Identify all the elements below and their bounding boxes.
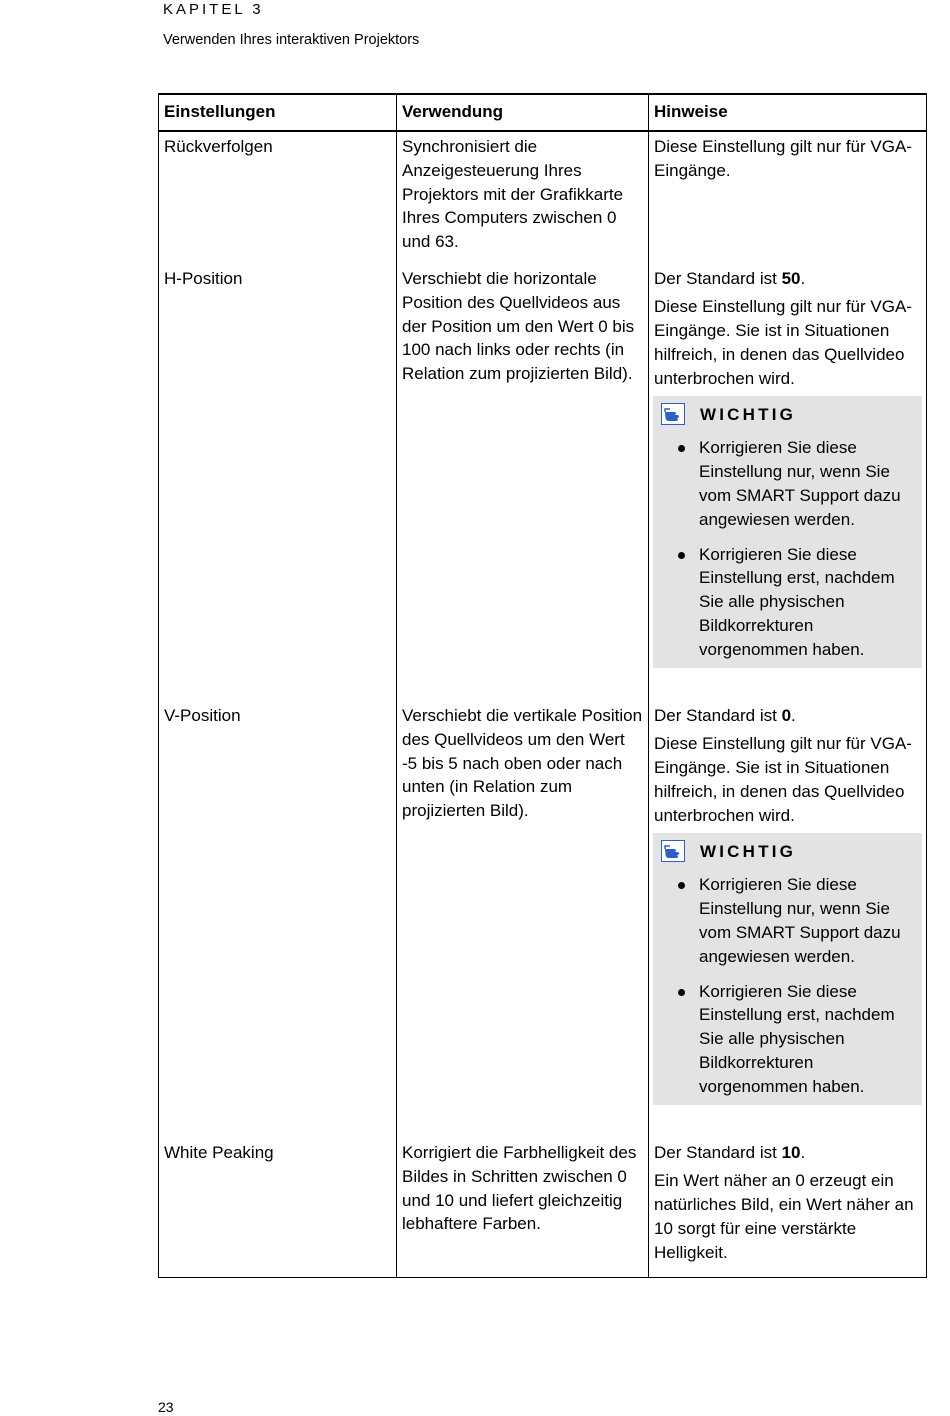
bullet-icon (678, 882, 685, 889)
note-text: Ein Wert näher an 0 erzeugt ein natürliches Bild, ein Wert näher an 10 sorgt für eine verstärkte Helligkeit. (654, 1171, 914, 1262)
table-row (159, 701, 927, 1138)
column-header-notes: Hinweise (649, 94, 927, 131)
default-suffix: . (791, 705, 796, 725)
chapter-subtitle: Verwenden Ihres interaktiven Projektors (163, 32, 420, 48)
default-value: 50 (781, 268, 801, 288)
settings-table (158, 93, 927, 1278)
bullet-icon (678, 445, 685, 452)
default-suffix: . (800, 1142, 806, 1162)
setting-notes (649, 701, 927, 1138)
default-value-line (654, 267, 921, 291)
default-value: 0 (781, 705, 792, 725)
default-value-line (654, 704, 921, 728)
setting-usage: Korrigiert die Farbhelligkeit des Bildes in Schritten zwischen 0 und 10 und liefert gleichzeitig lebhaftere Farben. (397, 1138, 649, 1277)
table-header-row (159, 94, 927, 131)
setting-notes (649, 131, 927, 264)
list-item-text: Korrigieren Sie diese Einstellung nur, wenn Sie vom SMART Support dazu angewiesen werden. (699, 875, 901, 966)
callout-header (661, 402, 912, 426)
list-item (661, 873, 912, 968)
important-callout (653, 396, 922, 667)
table-row (159, 264, 927, 701)
setting-name: White Peaking (159, 1138, 397, 1277)
default-suffix: . (800, 268, 806, 288)
setting-usage: Verschiebt die vertikale Position des Quellvideos um den Wert -5 bis 5 nach oben oder nach unten (in Relation zum projizierten Bild). (397, 701, 649, 1138)
important-callout (653, 833, 922, 1104)
note-text: Diese Einstellung gilt nur für VGA-Eingänge. Sie ist in Situationen hilfreich, in denen das Quellvideo unterbrochen wird. (654, 297, 912, 388)
callout-title: WICHTIG (700, 841, 797, 861)
default-value: 10 (781, 1142, 801, 1162)
table-row (159, 1138, 927, 1277)
list-item-text: Korrigieren Sie diese Einstellung nur, wenn Sie vom SMART Support dazu angewiesen werden. (699, 438, 901, 529)
list-item (661, 543, 912, 662)
list-item (661, 980, 912, 1099)
setting-notes (649, 1138, 927, 1277)
setting-name: V-Position (159, 701, 397, 1138)
default-prefix: Der Standard ist (654, 705, 782, 725)
chapter-label: KAPITEL 3 (163, 1, 264, 18)
default-prefix: Der Standard ist (654, 1142, 782, 1162)
setting-usage: Synchronisiert die Anzeigesteuerung Ihres Projektors mit der Grafikkarte Ihres Computers zwischen 0 und 63. (397, 131, 649, 264)
table-row (159, 131, 927, 264)
bullet-icon (678, 989, 685, 996)
pointing-hand-icon (661, 403, 685, 425)
callout-title: WICHTIG (700, 404, 797, 424)
list-item-text: Korrigieren Sie diese Einstellung erst, nachdem Sie alle physischen Bildkorrekturen vorgenommen haben. (699, 981, 895, 1096)
list-item (661, 436, 912, 531)
default-value-line (654, 1141, 921, 1165)
callout-header (661, 839, 912, 863)
note-text: Diese Einstellung gilt nur für VGA-Eingänge. Sie ist in Situationen hilfreich, in denen das Quellvideo unterbrochen wird. (654, 734, 912, 825)
column-header-settings: Einstellungen (159, 94, 397, 131)
list-item-text: Korrigieren Sie diese Einstellung erst, nachdem Sie alle physischen Bildkorrekturen vorgenommen haben. (699, 544, 895, 659)
setting-name: H-Position (159, 264, 397, 701)
bullet-icon (678, 552, 685, 559)
note-text: Diese Einstellung gilt nur für VGA-Eingänge. (654, 137, 912, 180)
setting-name: Rückverfolgen (159, 131, 397, 264)
callout-list (661, 436, 912, 661)
callout-list (661, 873, 912, 1098)
page-number: 23 (158, 1399, 174, 1415)
setting-notes (649, 264, 927, 701)
setting-usage: Verschiebt die horizontale Position des Quellvideos aus der Position um den Wert 0 bis 100 nach links oder rechts (in Relation zum projizierten Bild). (397, 264, 649, 701)
column-header-usage: Verwendung (397, 94, 649, 131)
default-prefix: Der Standard ist (654, 268, 782, 288)
pointing-hand-icon (661, 840, 685, 862)
